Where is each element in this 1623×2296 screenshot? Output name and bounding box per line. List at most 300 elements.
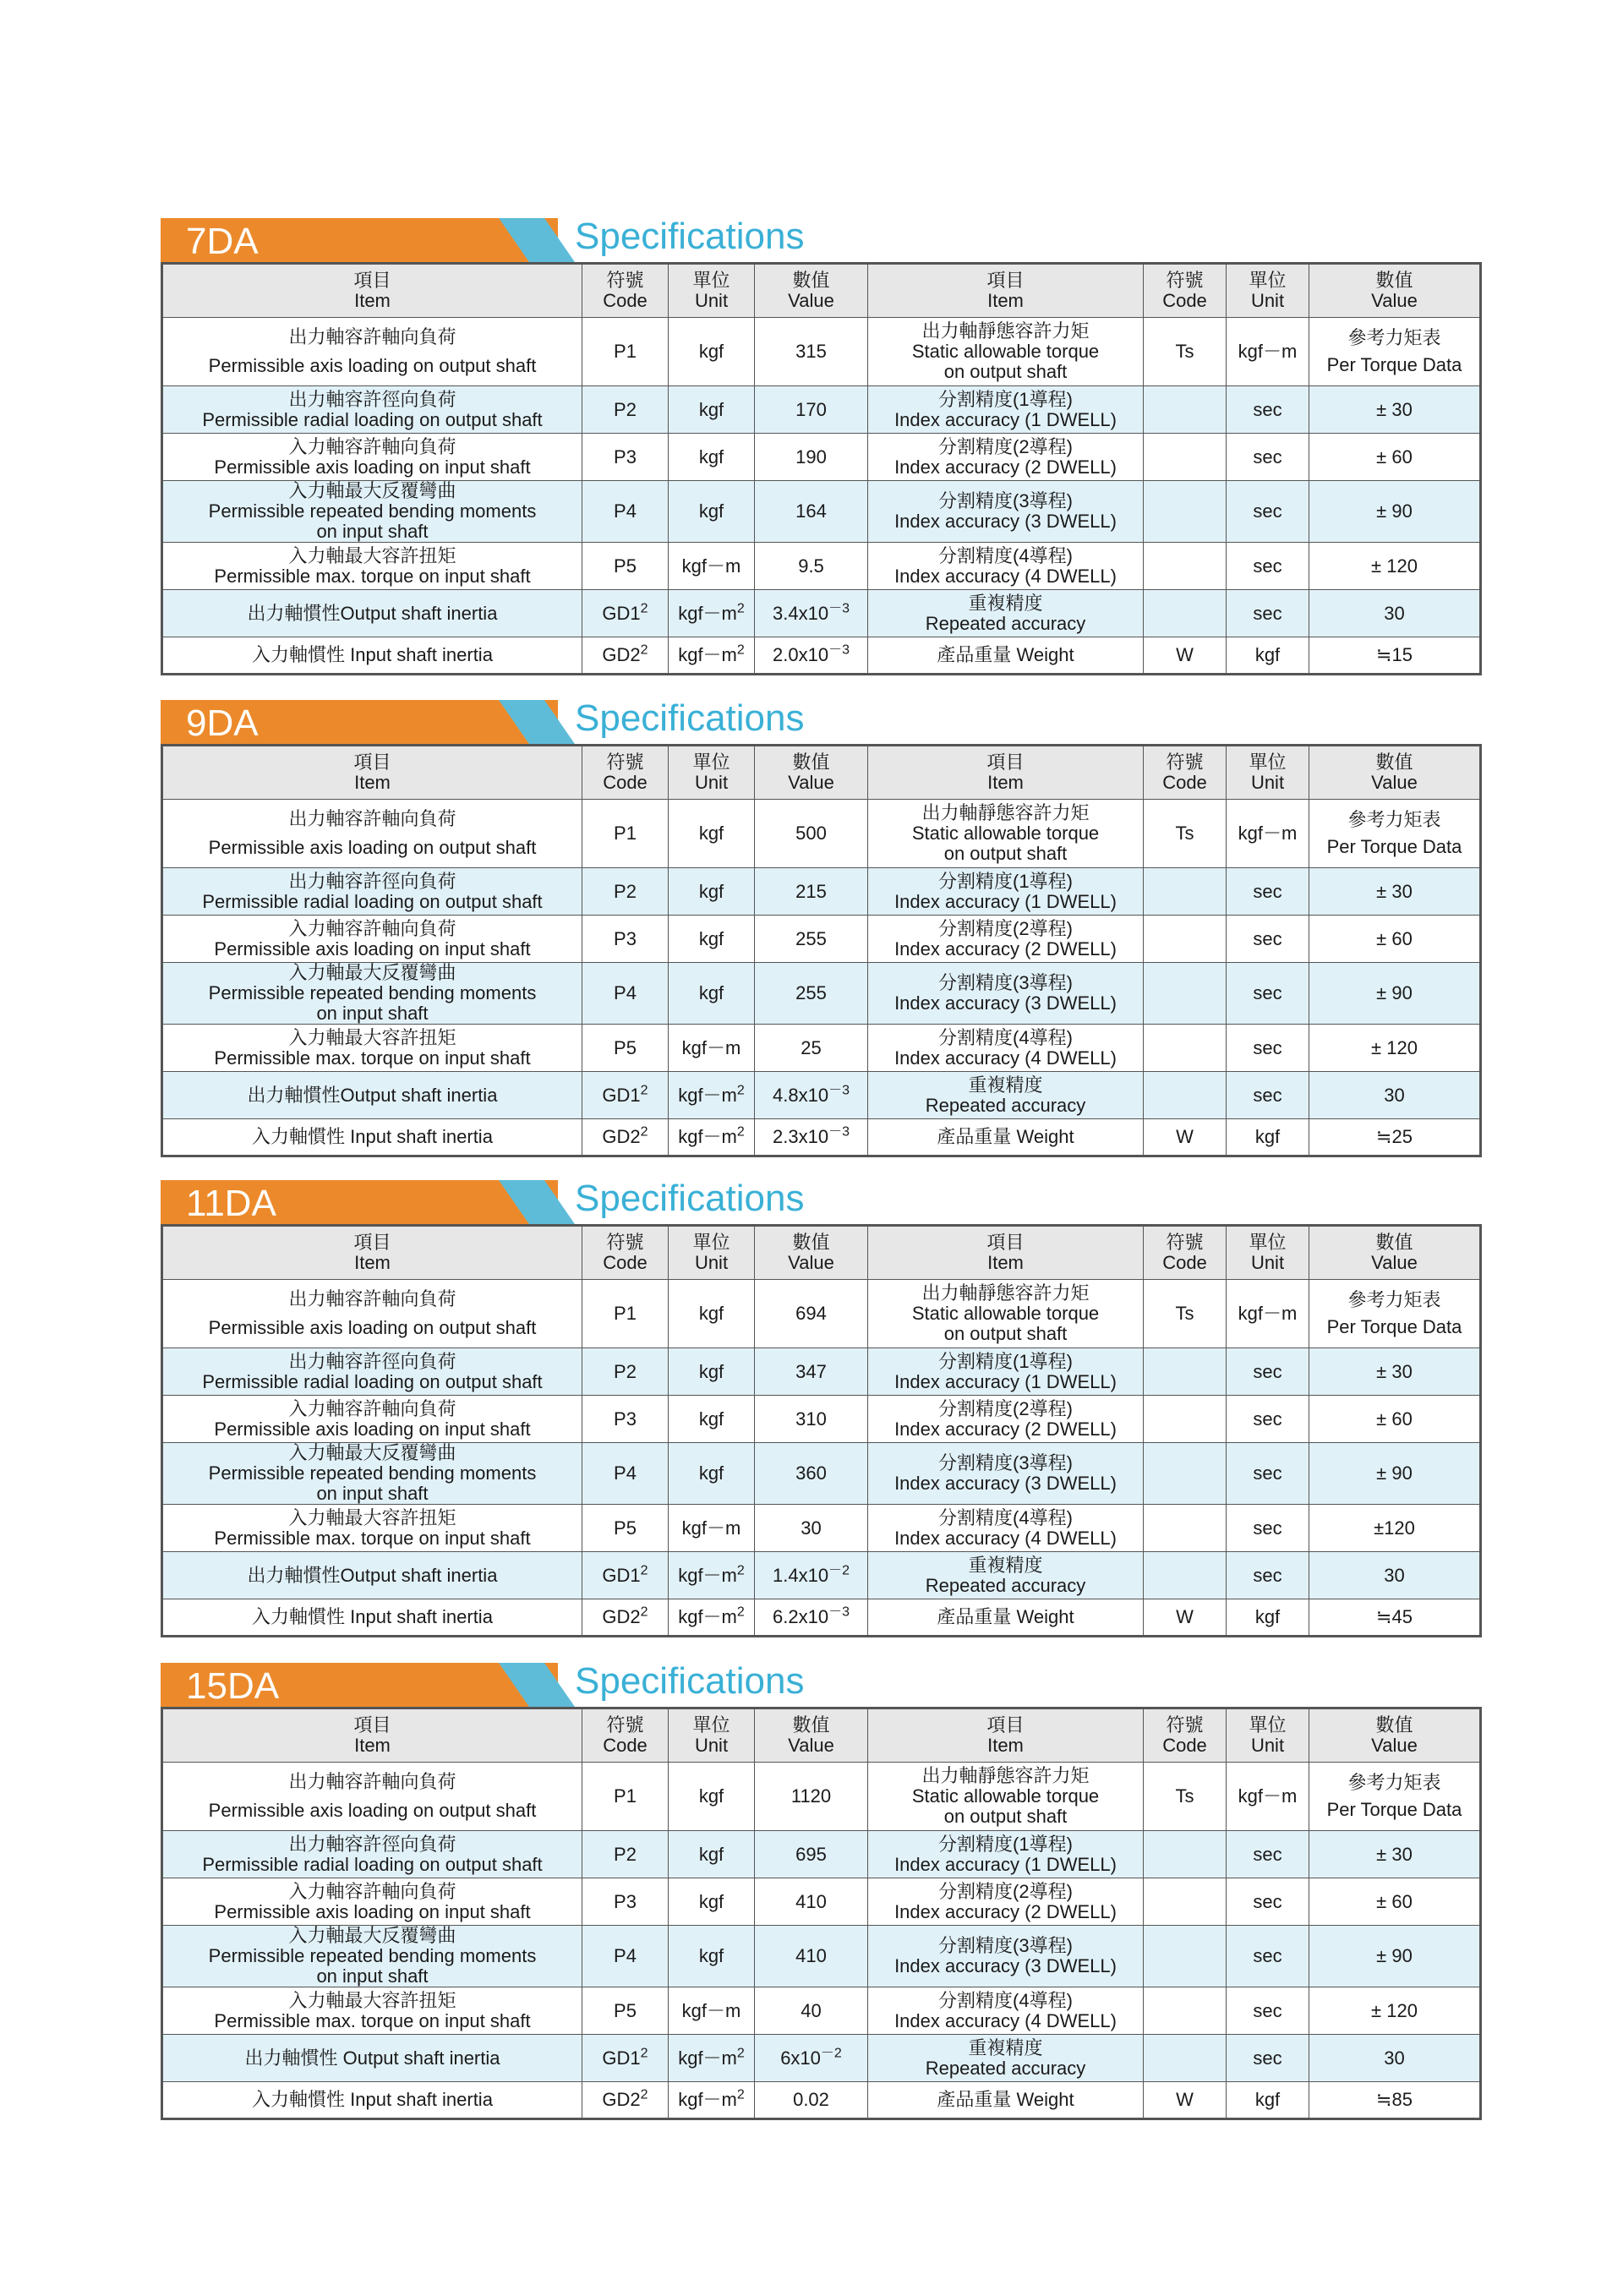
value-cell [755, 543, 868, 590]
header-cell [868, 746, 1144, 800]
code-cell [1144, 1348, 1227, 1396]
item-name-zh: 入力軸慣性 Input shaft inertia [252, 644, 493, 665]
table-row [162, 1831, 1481, 1878]
code-text: P3 [614, 927, 637, 949]
header-label-en: Unit [694, 1735, 729, 1756]
header-cell [1144, 264, 1227, 318]
header-label-en: Item [354, 290, 391, 311]
item-name-en: Index accuracy (1 DWELL) [894, 408, 1117, 430]
item-cell [868, 2082, 1144, 2119]
item-name-zh: 分割精度(2導程) [938, 917, 1073, 939]
unit-cell: sec [1227, 963, 1309, 1025]
value-text: ± 120 [1371, 1036, 1418, 1058]
unit-cell [669, 1505, 755, 1552]
unit-cell [669, 1878, 755, 1926]
unit-text: kgf－m [678, 2047, 737, 2069]
value-cell [755, 318, 868, 386]
value-text: 30 [801, 1517, 822, 1539]
code-cell [1144, 1072, 1227, 1119]
table-row [162, 434, 1481, 481]
header-label-zh: 項目 [353, 752, 391, 773]
value-text: 255 [795, 982, 827, 1003]
item-name-en-cont: on input shaft [316, 521, 429, 542]
unit-text: kgf [698, 500, 724, 522]
value-text: ±120 [1374, 1517, 1415, 1539]
unit-cell [669, 1348, 755, 1396]
header-cell [1309, 1708, 1481, 1763]
value-text: ± 90 [1376, 1945, 1413, 1966]
code-cell [1144, 2035, 1227, 2082]
value-cell [755, 963, 868, 1025]
item-name-en: Permissible axis loading on output shaft [208, 1800, 537, 1821]
header-label-en: Unit [1250, 772, 1285, 793]
value-text: ≒85 [1376, 2089, 1413, 2110]
code-cell [582, 1878, 669, 1926]
value-cell [1309, 1987, 1481, 2035]
value-cell [755, 1987, 868, 2035]
value-cell [1309, 1348, 1481, 1396]
value-cell [755, 1505, 868, 1552]
item-cell [868, 1396, 1144, 1443]
item-cell [162, 1348, 582, 1396]
code-text: P3 [614, 1890, 637, 1912]
code-cell [1144, 543, 1227, 590]
value-cell [1309, 1831, 1481, 1878]
value-cell [1309, 1599, 1481, 1637]
item-name-en: Static allowable torque [911, 1785, 1100, 1807]
code-text: GD2 [602, 1606, 641, 1627]
unit-cell: sec [1227, 590, 1309, 637]
unit-cell [669, 2035, 755, 2082]
code-cell [582, 1987, 669, 2035]
code-text: P1 [614, 341, 637, 362]
value-cell [1309, 2035, 1481, 2082]
code-text: P3 [614, 1408, 637, 1430]
code-text: P4 [614, 1462, 637, 1484]
item-name-zh: 分割精度(1導程) [938, 1833, 1073, 1855]
unit-cell: sec [1227, 386, 1309, 434]
unit-cell: sec [1227, 1443, 1309, 1505]
header-label-zh: 符號 [606, 752, 644, 773]
header-label-en: Unit [694, 772, 729, 793]
specifications-title: Specifications [575, 1178, 805, 1219]
item-name-en: Permissible repeated bending moments [208, 500, 537, 522]
item-name-en: Repeated accuracy [925, 1574, 1086, 1596]
item-name-en: Permissible radial loading on output shaft [202, 1853, 543, 1875]
item-cell [162, 963, 582, 1025]
header-cell [669, 264, 755, 318]
value-text-zh: 參考力矩表 [1347, 327, 1441, 348]
header-label-zh: 數值 [792, 270, 830, 291]
header-cell [162, 746, 582, 800]
item-name-en: Permissible repeated bending moments [208, 1945, 537, 1966]
header-label-zh: 符號 [1166, 752, 1204, 773]
item-name-en: Permissible radial loading on output shaft [202, 408, 543, 430]
header-label-en: Item [354, 1735, 391, 1756]
header-label-en: Code [603, 772, 648, 793]
item-cell [868, 1348, 1144, 1396]
value-text: 170 [795, 398, 827, 420]
value-text: ± 90 [1376, 1462, 1413, 1484]
unit-cell: sec [1227, 481, 1309, 543]
value-text: 347 [795, 1360, 827, 1382]
code-text: P5 [614, 555, 637, 577]
header-cell [868, 1226, 1144, 1280]
header-cell [1227, 1226, 1309, 1280]
item-name-zh: 產品重量 Weight [937, 2089, 1074, 2110]
value-text: 695 [795, 1843, 827, 1865]
item-name-zh: 分割精度(4導程) [938, 544, 1073, 566]
item-name-en: Permissible max. torque on input shaft [214, 565, 531, 587]
value-cell [755, 868, 868, 916]
item-name-zh: 重複精度 [968, 592, 1043, 614]
unit-cell: sec [1227, 1396, 1309, 1443]
item-name-zh: 出力軸慣性 Output shaft inertia [244, 2047, 500, 2069]
item-name-zh: 分割精度(2導程) [938, 1880, 1073, 1902]
unit-cell: kgf [1227, 1119, 1309, 1156]
section-banner [161, 1660, 1479, 1707]
specifications-title: Specifications [575, 216, 805, 257]
header-label-en: Code [1162, 290, 1207, 311]
code-cell [582, 481, 669, 543]
header-cell [755, 1226, 868, 1280]
unit-text-superscript: 2 [736, 2046, 745, 2061]
code-cell [582, 590, 669, 637]
unit-cell: sec [1227, 1348, 1309, 1396]
code-text: P4 [614, 500, 637, 522]
header-cell [868, 1708, 1144, 1763]
code-cell: Ts [1144, 1763, 1227, 1831]
value-text: ± 30 [1376, 1843, 1413, 1865]
code-cell [582, 637, 669, 675]
header-label-en: Unit [1250, 290, 1285, 311]
item-name-zh: 入力軸最大反覆彎曲 [288, 1925, 456, 1946]
table-row [162, 916, 1481, 963]
header-label-zh: 項目 [986, 270, 1025, 291]
value-text: 25 [801, 1036, 822, 1058]
item-name-en-cont: on input shaft [316, 1483, 429, 1504]
item-cell [868, 1987, 1144, 2035]
code-cell [582, 916, 669, 963]
item-name-zh: 分割精度(3導程) [938, 1935, 1073, 1956]
table-row [162, 868, 1481, 916]
code-text-superscript: 2 [640, 1604, 648, 1620]
item-name-en: Permissible max. torque on input shaft [214, 2009, 531, 2031]
item-name-en: Permissible max. torque on input shaft [214, 1047, 531, 1069]
item-cell [868, 868, 1144, 916]
value-cell [1309, 1119, 1481, 1156]
value-text: 2.3x10 [773, 1126, 829, 1147]
unit-text: kgf [698, 1945, 724, 1966]
value-cell [1309, 1025, 1481, 1072]
item-name-en: Static allowable torque [911, 823, 1100, 844]
item-name-zh: 分割精度(2導程) [938, 1397, 1073, 1419]
header-label-en: Value [1371, 1252, 1418, 1273]
code-cell [582, 1280, 669, 1348]
unit-text-superscript: 2 [736, 1604, 745, 1620]
unit-cell [669, 543, 755, 590]
value-cell [1309, 1505, 1481, 1552]
spec-table [161, 262, 1482, 675]
item-cell [162, 1763, 582, 1831]
item-name-zh: 出力軸容許軸向負荷 [288, 1288, 456, 1309]
unit-text: kgf－m [681, 1999, 741, 2021]
item-name-zh: 出力軸慣性Output shaft inertia [247, 1564, 498, 1586]
value-cell [755, 481, 868, 543]
unit-cell: sec [1227, 916, 1309, 963]
item-cell [162, 1280, 582, 1348]
item-cell [162, 1552, 582, 1599]
item-name-zh: 分割精度(3導程) [938, 972, 1073, 993]
code-cell [1144, 868, 1227, 916]
item-name-en: Index accuracy (4 DWELL) [894, 565, 1117, 587]
unit-cell [669, 2082, 755, 2119]
item-name-en: Index accuracy (3 DWELL) [894, 1473, 1117, 1494]
header-cell [755, 746, 868, 800]
value-text: 30 [1384, 2047, 1405, 2069]
value-text: 6.2x10 [773, 1606, 829, 1627]
item-cell [868, 1505, 1144, 1552]
code-cell: W [1144, 637, 1227, 675]
value-text: ± 60 [1376, 1890, 1413, 1912]
value-text: ≒45 [1376, 1606, 1413, 1627]
header-label-zh: 單位 [692, 752, 730, 773]
model-name: 7DA [186, 221, 259, 262]
item-name-en-cont: on input shaft [316, 1965, 429, 1987]
header-cell [755, 264, 868, 318]
header-label-en: Unit [1250, 1735, 1285, 1756]
item-cell [162, 1072, 582, 1119]
header-label-en: Code [603, 1252, 648, 1273]
code-text: P2 [614, 880, 637, 902]
unit-text-superscript: 2 [736, 1563, 745, 1578]
item-name-en: Permissible max. torque on input shaft [214, 1527, 531, 1549]
unit-text: kgf [698, 1890, 724, 1912]
spec-section-7da [161, 218, 1479, 675]
table-row [162, 543, 1481, 590]
item-name-zh: 入力軸最大容許扭矩 [288, 1026, 456, 1048]
value-cell [1309, 800, 1481, 868]
value-text-superscript: －3 [828, 1124, 850, 1140]
unit-cell: sec [1227, 868, 1309, 916]
header-label-zh: 符號 [606, 1232, 644, 1253]
value-text: ≒25 [1376, 1126, 1413, 1147]
spec-section-9da [161, 697, 1479, 1157]
value-cell [755, 1878, 868, 1926]
code-cell: W [1144, 1119, 1227, 1156]
value-text: 410 [795, 1890, 827, 1912]
unit-text-superscript: 2 [736, 642, 745, 658]
table-row [162, 318, 1481, 386]
item-cell [868, 1599, 1144, 1637]
item-name-en: Index accuracy (3 DWELL) [894, 992, 1117, 1014]
item-cell [162, 1025, 582, 1072]
model-name: 9DA [186, 702, 259, 744]
value-text-en: Per Torque Data [1326, 1316, 1462, 1337]
value-text: 4.8x10 [773, 1084, 829, 1106]
value-cell [755, 1119, 868, 1156]
item-name-en: Index accuracy (4 DWELL) [894, 2009, 1117, 2031]
item-cell [162, 434, 582, 481]
unit-cell [669, 637, 755, 675]
header-cell [1144, 1708, 1227, 1763]
header-label-en: Item [354, 1252, 391, 1273]
value-text: 0.02 [793, 2089, 829, 2110]
item-name-zh: 分割精度(4導程) [938, 1026, 1073, 1048]
header-label-en: Value [788, 290, 834, 311]
unit-cell: kgf [1227, 1599, 1309, 1637]
unit-text: kgf－m [678, 1606, 737, 1627]
code-text-superscript: 2 [640, 601, 648, 616]
unit-cell: kgf－m [1227, 1280, 1309, 1348]
code-text: GD1 [602, 1564, 641, 1586]
code-cell: W [1144, 1599, 1227, 1637]
item-cell [868, 637, 1144, 675]
unit-text: kgf [698, 341, 724, 362]
item-name-zh: 重複精度 [968, 1554, 1043, 1576]
item-cell [162, 1878, 582, 1926]
code-text: P5 [614, 1999, 637, 2021]
unit-text: kgf [698, 982, 724, 1003]
table-row [162, 963, 1481, 1025]
header-cell [669, 1708, 755, 1763]
item-cell [868, 434, 1144, 481]
value-text: 310 [795, 1408, 827, 1430]
item-cell [162, 1831, 582, 1878]
unit-cell [669, 1119, 755, 1156]
unit-cell [669, 318, 755, 386]
value-cell [755, 1280, 868, 1348]
header-label-en: Value [1371, 772, 1418, 793]
header-cell [582, 1708, 669, 1763]
item-cell [162, 800, 582, 868]
item-name-en: Permissible radial loading on output shaft [202, 890, 543, 912]
header-cell [1227, 746, 1309, 800]
table-row [162, 1443, 1481, 1505]
header-label-zh: 單位 [1249, 1232, 1287, 1253]
unit-text: kgf [698, 1360, 724, 1382]
value-cell [755, 2035, 868, 2082]
value-text: 190 [795, 446, 827, 467]
item-cell [868, 800, 1144, 868]
code-cell [582, 2082, 669, 2119]
code-cell [582, 868, 669, 916]
value-text-superscript: －3 [828, 642, 850, 658]
unit-text: kgf－m [681, 555, 741, 577]
table-header-row [162, 264, 1481, 318]
item-name-en: Permissible axis loading on output shaft [208, 355, 537, 376]
header-label-en: Unit [694, 290, 729, 311]
code-text: P3 [614, 446, 637, 467]
item-name-zh: 入力軸容許軸向負荷 [288, 1397, 456, 1419]
value-text: 9.5 [798, 555, 824, 577]
value-cell [755, 1396, 868, 1443]
value-cell [755, 1599, 868, 1637]
value-cell [1309, 1443, 1481, 1505]
unit-cell: kgf [1227, 2082, 1309, 2119]
header-label-zh: 單位 [692, 1714, 730, 1736]
value-text-superscript: －3 [828, 1604, 850, 1620]
code-cell [1144, 1878, 1227, 1926]
table-row [162, 1072, 1481, 1119]
item-name-zh: 出力軸慣性Output shaft inertia [247, 1084, 498, 1106]
table-row [162, 1505, 1481, 1552]
code-cell [582, 1599, 669, 1637]
header-label-zh: 項目 [353, 1232, 391, 1253]
header-cell [1309, 1226, 1481, 1280]
value-cell [755, 1443, 868, 1505]
unit-cell [669, 1280, 755, 1348]
code-cell [582, 543, 669, 590]
value-text: 164 [795, 500, 827, 522]
item-name-zh: 重複精度 [968, 1074, 1043, 1096]
value-text: ± 30 [1376, 1360, 1413, 1382]
item-cell [868, 1025, 1144, 1072]
code-cell [1144, 590, 1227, 637]
item-name-zh: 分割精度(1導程) [938, 388, 1073, 410]
value-cell [1309, 963, 1481, 1025]
spec-table [161, 744, 1482, 1157]
value-text: 1.4x10 [773, 1564, 829, 1586]
item-name-zh: 出力軸容許軸向負荷 [288, 1771, 456, 1792]
item-name-zh: 入力軸最大反覆彎曲 [288, 962, 456, 983]
table-row [162, 1280, 1481, 1348]
item-name-en-cont: on output shaft [943, 1806, 1068, 1827]
unit-cell: sec [1227, 1878, 1309, 1926]
item-cell [162, 1119, 582, 1156]
item-name-en: Index accuracy (2 DWELL) [894, 938, 1117, 959]
header-label-zh: 單位 [692, 1232, 730, 1253]
unit-cell [669, 1831, 755, 1878]
header-label-en: Value [788, 1252, 834, 1273]
unit-text: kgf [698, 398, 724, 420]
unit-cell [669, 916, 755, 963]
item-name-zh: 入力軸慣性 Input shaft inertia [252, 1126, 493, 1147]
item-name-en-cont: on output shaft [943, 843, 1068, 864]
header-label-zh: 數值 [792, 1232, 830, 1253]
header-label-zh: 數值 [792, 752, 830, 773]
item-name-zh: 產品重量 Weight [937, 1126, 1074, 1147]
unit-cell [669, 1552, 755, 1599]
value-text: 360 [795, 1462, 827, 1484]
header-label-zh: 數值 [1375, 752, 1413, 773]
value-text: 30 [1384, 1564, 1405, 1586]
table-row [162, 1552, 1481, 1599]
code-cell [582, 2035, 669, 2082]
item-cell [162, 1987, 582, 2035]
code-cell [1144, 1926, 1227, 1987]
unit-text: kgf－m [681, 1036, 741, 1058]
header-label-zh: 數值 [1375, 1714, 1413, 1736]
code-cell: W [1144, 2082, 1227, 2119]
unit-text: kgf [698, 1303, 724, 1324]
unit-text-superscript: 2 [736, 1124, 745, 1140]
value-text: ± 90 [1376, 982, 1413, 1003]
header-label-zh: 項目 [986, 752, 1025, 773]
unit-cell: sec [1227, 434, 1309, 481]
code-cell [582, 1025, 669, 1072]
value-text: 6x10 [780, 2047, 821, 2069]
table-row [162, 590, 1481, 637]
item-cell [868, 386, 1144, 434]
item-cell [868, 1763, 1144, 1831]
value-text: 410 [795, 1945, 827, 1966]
item-cell [162, 386, 582, 434]
code-text: P4 [614, 982, 637, 1003]
header-cell [868, 264, 1144, 318]
code-text: P2 [614, 1360, 637, 1382]
unit-cell [669, 1072, 755, 1119]
